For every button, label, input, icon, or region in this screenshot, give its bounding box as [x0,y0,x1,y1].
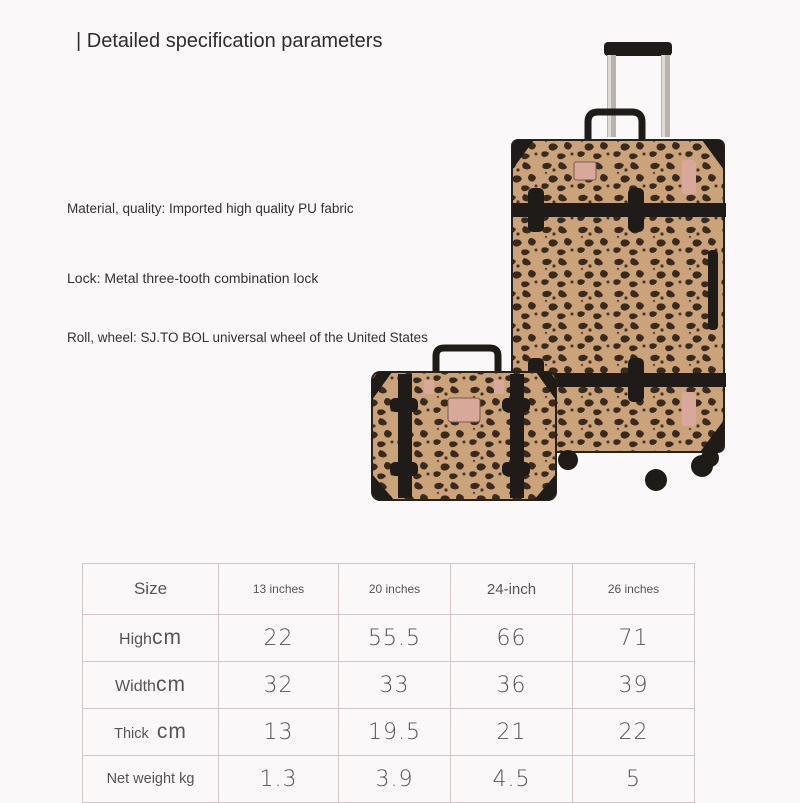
row-label-text: Net weight kg [106,771,195,787]
table-cell: 22 [573,709,695,756]
table-cell: 55.5 [339,615,451,662]
table-header-row [83,564,695,615]
row-unit: cm [151,626,182,649]
table-cell: 13 [219,709,339,756]
spec-wheel: Roll, wheel: SJ.TO BOL universal wheel of the United States [67,330,428,345]
row-label-text: Width [115,678,156,695]
table-cell: 5 [573,756,695,803]
trolley-handle [604,42,672,137]
table-cell: 66 [451,615,573,662]
row-label [83,662,219,709]
spec-table [82,563,695,803]
top-handle [588,112,642,140]
row-label-text: High [119,631,152,648]
page-title: | Detailed specification parameters [76,30,383,52]
row-label [83,709,219,756]
column-header: 13 inches [219,564,339,615]
column-header: 24-inch [451,564,573,615]
small-suitcase [372,348,556,500]
size-header: Size [83,564,219,615]
column-header: 26 inches [573,564,695,615]
table-cell: 4.5 [451,756,573,803]
table-cell: 36 [451,662,573,709]
table-cell: 3.9 [339,756,451,803]
table-cell: 33 [339,662,451,709]
table-cell: 32 [219,662,339,709]
spec-material: Material, quality: Imported high quality PU fabric [67,201,354,216]
column-header: 20 inches [339,564,451,615]
large-suitcase [512,140,726,491]
table-cell: 39 [573,662,695,709]
row-label [83,615,219,662]
row-unit: cm [156,720,187,743]
table-row [83,709,695,756]
spec-lock: Lock: Metal three-tooth combination lock [67,270,319,286]
table-cell: 1.3 [219,756,339,803]
table-cell: 71 [573,615,695,662]
table-cell: 19.5 [339,709,451,756]
table-row [83,662,695,709]
row-label-text: Thick [114,726,149,742]
row-unit: cm [155,673,186,696]
row-label [83,756,219,803]
table-row [83,615,695,662]
table-cell: 21 [451,709,573,756]
table-cell: 22 [219,615,339,662]
table-row [83,756,695,803]
